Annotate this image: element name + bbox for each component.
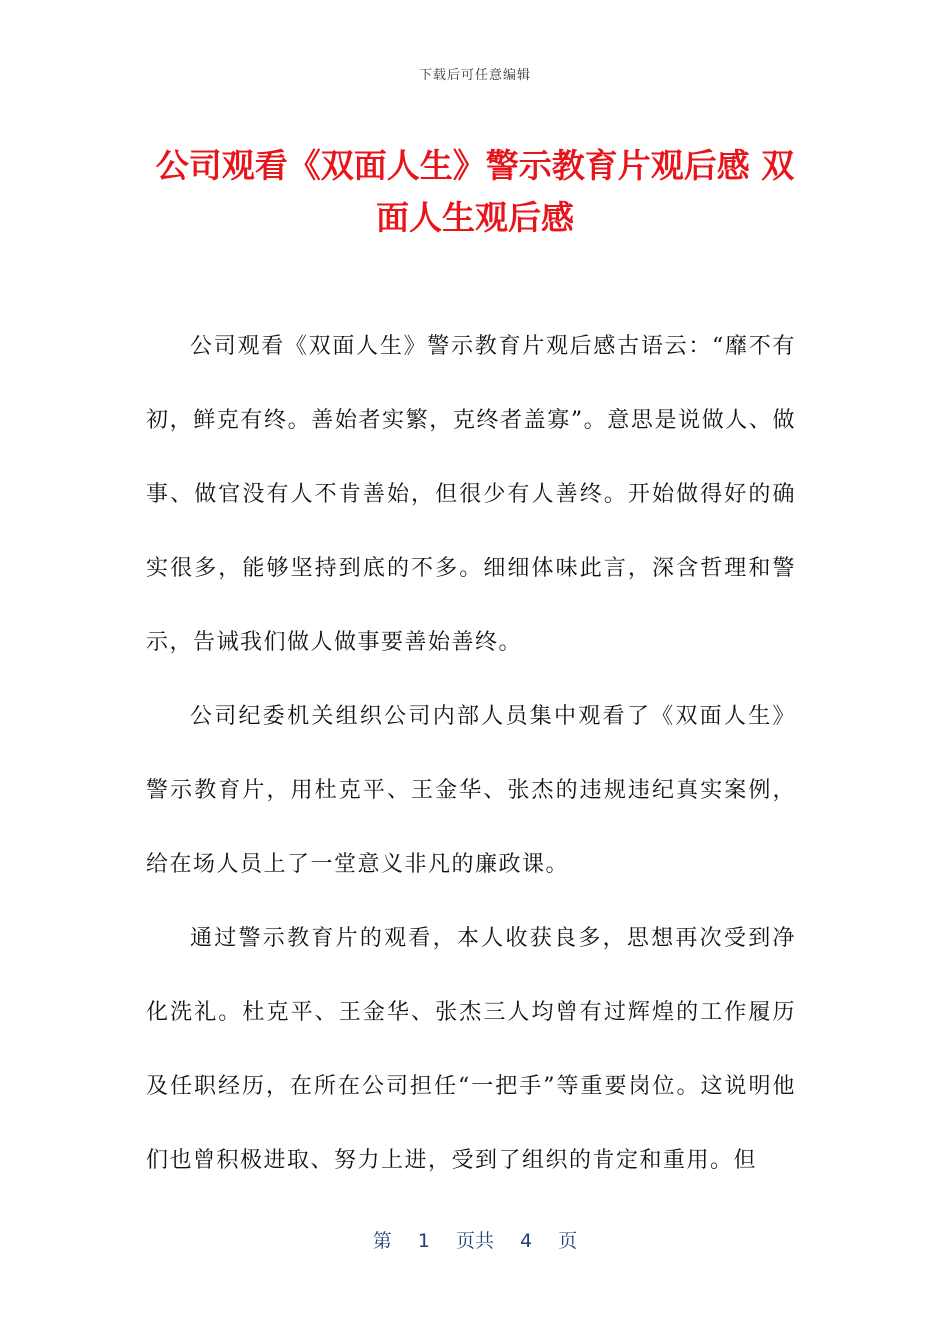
header-note: 下载后可任意编辑 <box>418 68 531 83</box>
current-page-number: 1 <box>417 1230 430 1252</box>
paragraph-2: 公司纪委机关组织公司内部人员集中观看了《双面人生》警示教育片，用杜克平、王金华、张杰的违规违纪真实案例，给在场人员上了一堂意义非凡的廉政课。 <box>146 704 796 877</box>
paragraph-1: 公司观看《双面人生》警示教育片观后感古语云：“靡不有初，鲜克有终。善始者实繁，克终者盖寡”。意思是说做人、做事、做官没有人不肯善始，但很少有人善终。开始做得好的确实很多，能够坚持到底的不多。细细体味此言，深含哲理和警示，告诫我们做人做事要善始善终。 <box>146 334 796 655</box>
page-label-suffix: 页 <box>558 1230 578 1252</box>
total-page-number: 4 <box>520 1230 533 1252</box>
page-label-mid: 页共 <box>455 1230 494 1252</box>
paragraph-3: 通过警示教育片的观看，本人收获良多，思想再次受到净化洗礼。杜克平、王金华、张杰三人均曾有过辉煌的工作履历及任职经历，在所在公司担任“一把手”等重要岗位。这说明他们也曾积极进取、努力上进，受到了组织的肯定和重用。但 <box>146 926 796 1173</box>
page-label-prefix: 第 <box>372 1230 392 1252</box>
document-title: 公司观看《双面人生》警示教育片观后感 双面人生观后感 <box>155 146 795 237</box>
page-footer <box>0 1226 950 1253</box>
document-body <box>146 310 796 1198</box>
